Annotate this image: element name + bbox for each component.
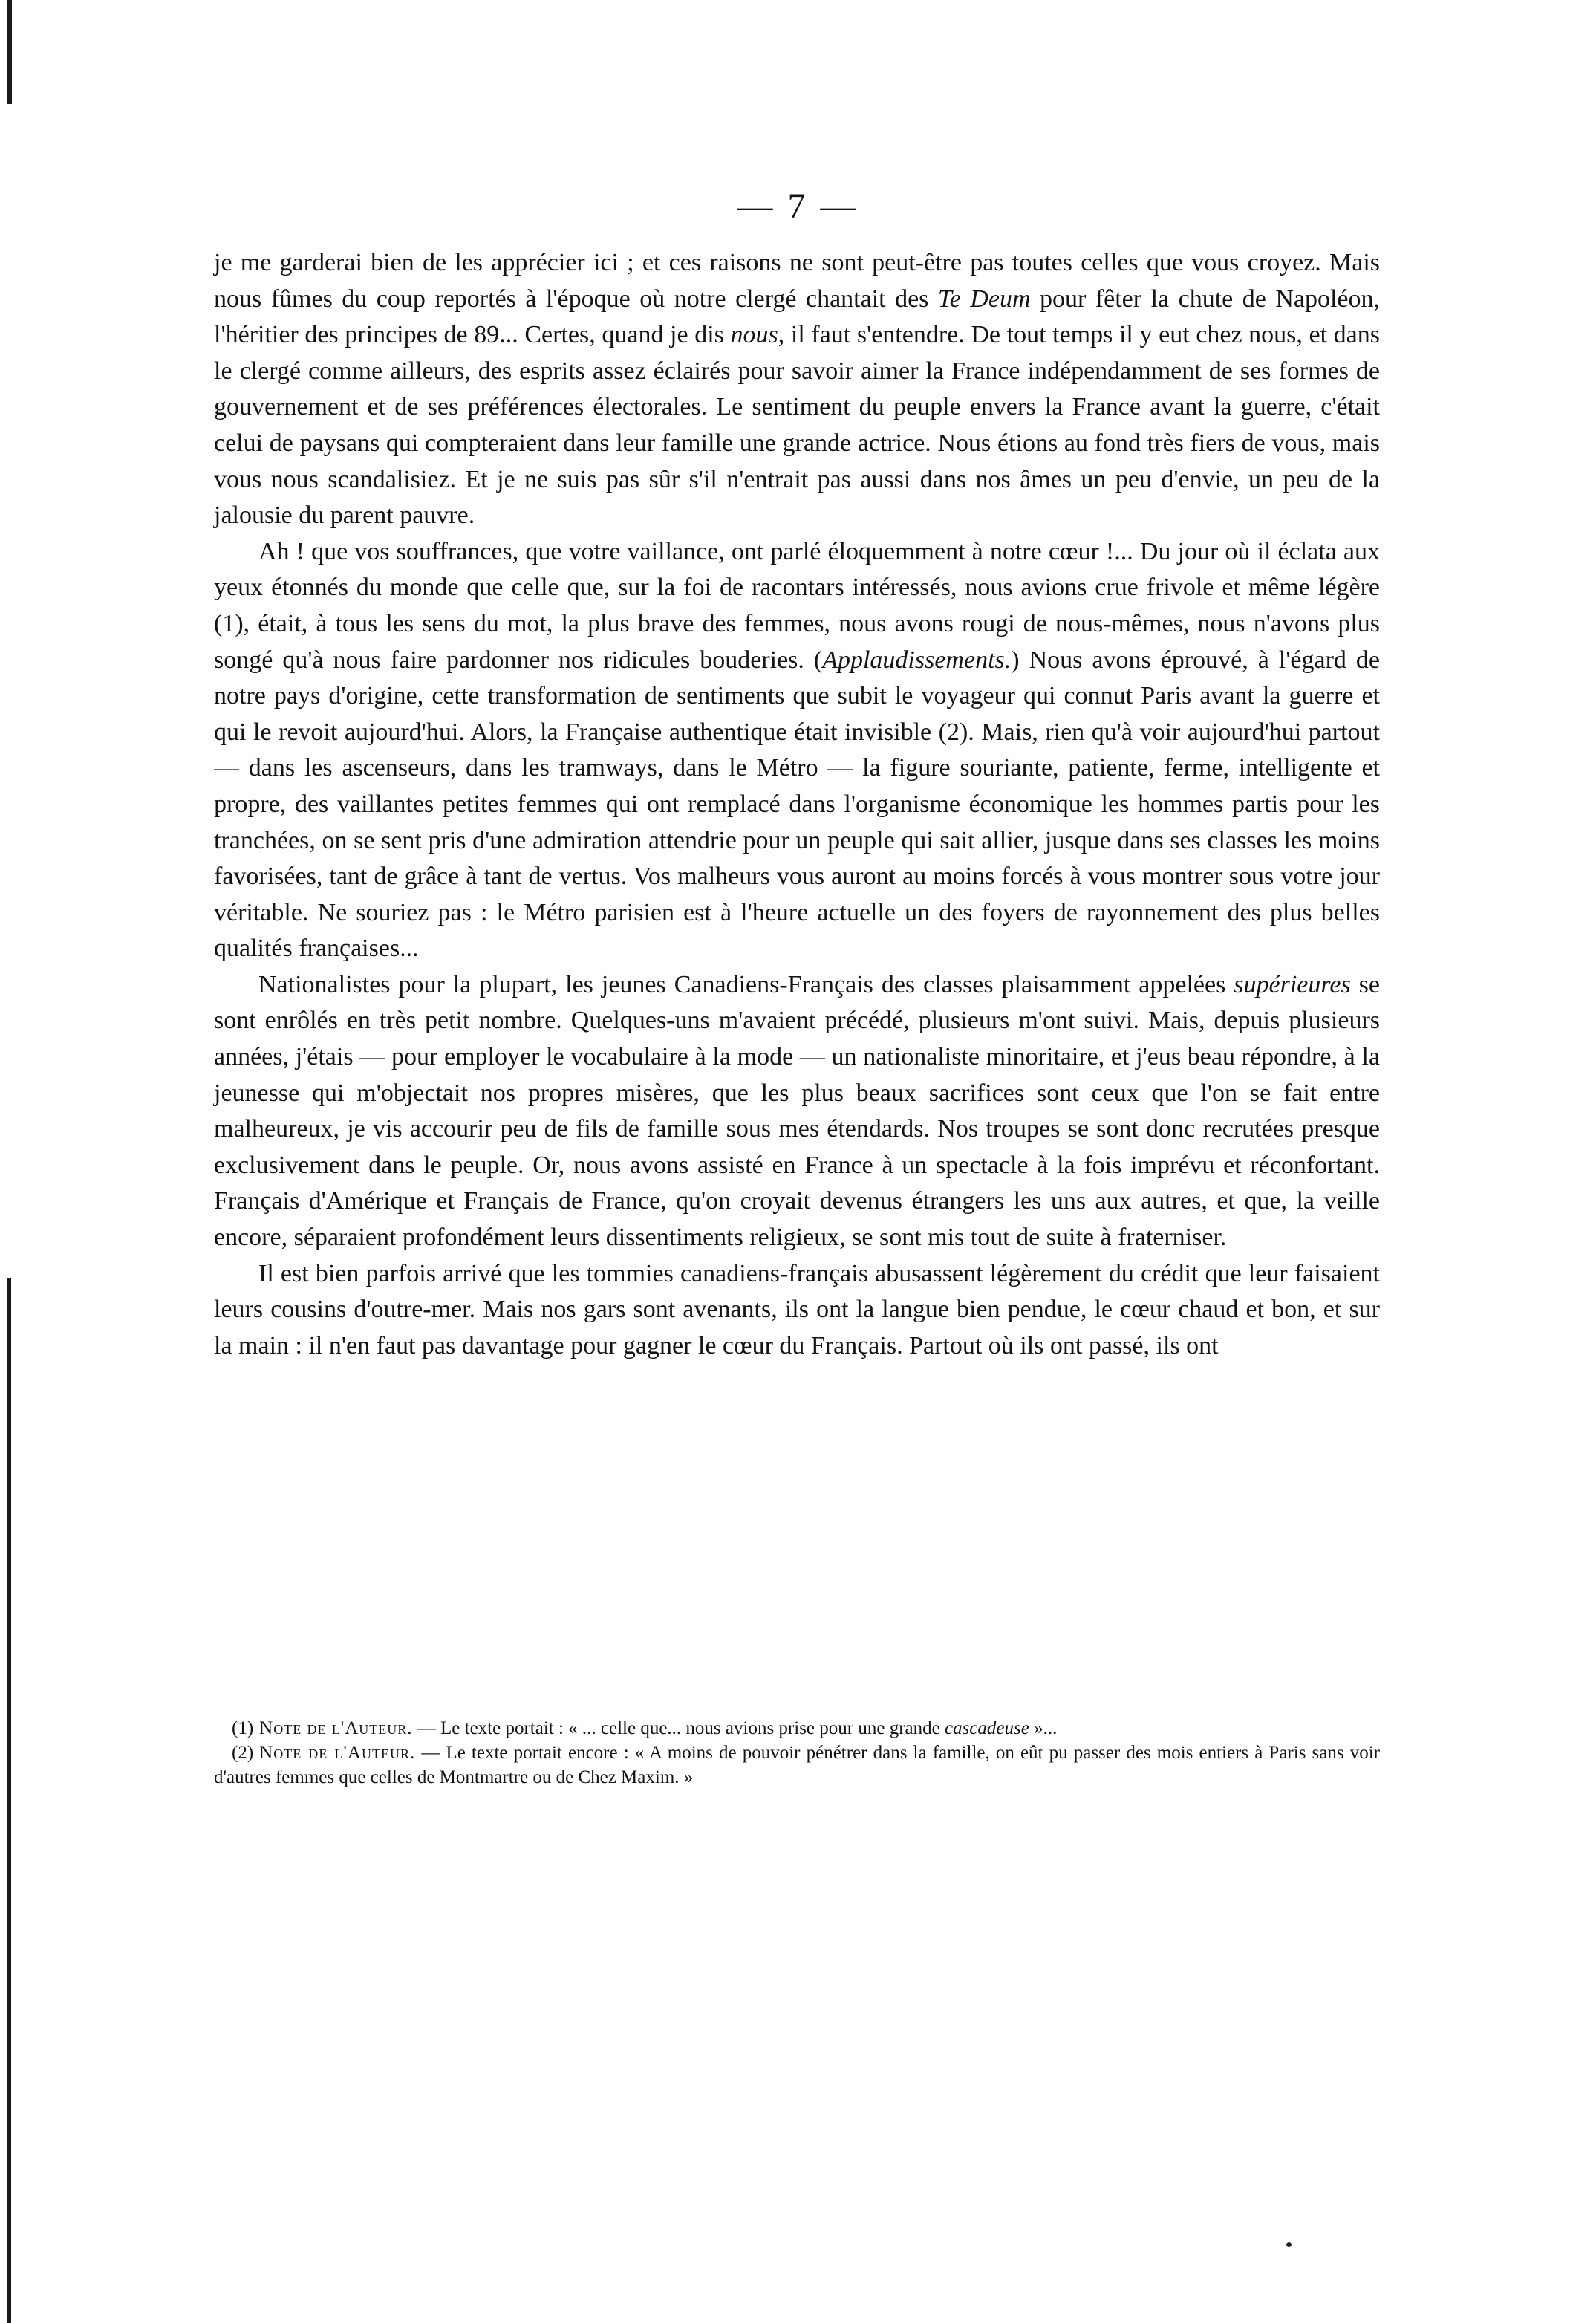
paragraph xyxy=(214,245,1380,534)
paragraph-text: Ah ! que vos souffrances, que votre vaillance, ont parlé éloquemment à notre cœur !... Du jour où il éclata aux yeux étonnés du monde que celle que, sur la foi de racontars intéressés, nous avions crue frivole et même légère (1), était, à tous les sens du mot, la plus brave des femmes, nous avons rougi de nous-mêmes, nous n'avons plus songé qu'à nous faire pardonner nos ridicules bouderies. ( xyxy=(214,537,1380,674)
paragraph-text: je me garderai bien de les apprécier ici ; et ces raisons ne sont peut-être pas toutes celles que vous croyez. Mais nous fûmes du coup reportés à l'époque où notre clergé chantait des xyxy=(214,249,1380,313)
paragraph-text: Nationalistes pour la plupart, les jeunes Canadiens-Français des classes plaisamment appelées xyxy=(258,970,1234,998)
paragraph xyxy=(214,1256,1380,1365)
scan-speck xyxy=(1286,2242,1292,2247)
footnote-marker: (1) xyxy=(232,1718,254,1738)
italic-text: Applaudissements. xyxy=(822,646,1012,674)
footnote-text: — Le texte portait encore : « A moins de pouvoir pénétrer dans la famille, on eût pu passer des mois entiers à Paris sans voir d'autres femmes que celles de Montmartre ou de Chez Maxim. » xyxy=(214,1743,1380,1787)
page-body xyxy=(214,245,1380,1364)
footnote-italic: cascadeuse xyxy=(944,1718,1029,1738)
footnotes xyxy=(214,1716,1380,1790)
paragraph xyxy=(214,534,1380,967)
italic-text: Te Deum xyxy=(937,285,1031,313)
footnote-label: Note de l'Auteur. xyxy=(259,1718,413,1738)
footnote xyxy=(214,1741,1380,1790)
footnote-label: Note de l'Auteur. xyxy=(259,1743,416,1763)
scan-edge-bottom xyxy=(7,1278,11,2323)
paragraph-text: pour fêter la chute de Napoléon, l'héritier des principes de 89... Certes, quand je dis xyxy=(214,285,1380,349)
italic-text: nous xyxy=(730,321,778,349)
paragraph-text: ) Nous avons éprouvé, à l'égard de notre pays d'origine, cette transformation de sentiments que subit le voyageur qui connut Paris avant la guerre et qui le revoit aujourd'hui. Alors, la Française authentique était invisible (2). Mais, rien qu'à voir aujourd'hui partout — dans les ascenseurs, dans les tramways, dans le Métro — la figure souriante, patiente, ferme, intelligente et propre, des vaillantes petites femmes qui ont remplacé dans l'organisme économique les hommes partis pour les tranchées, on se sent pris d'une admiration attendrie pour un peuple qui sait allier, jusque dans ses classes les moins favorisées, tant de grâce à tant de vertus. Vos malheurs vous auront au moins forcés à vous montrer sous votre jour véritable. Ne souriez pas : le Métro parisien est à l'heure actuelle un des foyers de rayonnement des plus belles qualités françaises... xyxy=(214,646,1380,963)
page-number: — 7 — xyxy=(737,186,859,226)
paragraph-text: Il est bien parfois arrivé que les tommies canadiens-français abusassent légèrement du crédit que leur faisaient leurs cousins d'outre-mer. Mais nos gars sont avenants, ils ont la langue bien pendue, le cœur chaud et bon, et sur la main : il n'en faut pas davantage pour gagner le cœur du Français. Partout où ils ont passé, ils ont xyxy=(214,1259,1380,1359)
paragraph-text: , il faut s'entendre. De tout temps il y eut chez nous, et dans le clergé comme ailleurs, des esprits assez éclairés pour savoir aimer la France indépendamment de ses formes de gouvernement et de ses préférences électorales. Le sentiment du peuple envers la France avant la guerre, c'était celui de paysans qui compteraient dans leur famille une grande actrice. Nous étions au fond très fiers de vous, mais vous nous scandalisiez. Et je ne suis pas sûr s'il n'entrait pas aussi dans nos âmes un peu d'envie, un peu de la jalousie du parent pauvre. xyxy=(214,321,1380,530)
paragraph xyxy=(214,967,1380,1256)
paragraph-text: se sont enrôlés en très petit nombre. Quelques-uns m'avaient précédé, plusieurs m'ont suivi. Mais, depuis plusieurs années, j'étais — pour employer le vocabulaire à la mode — un nationaliste minoritaire, et j'eus beau répondre, à la jeunesse qui m'objectait nos propres misères, que les plus beaux sacrifices sont ceux que l'on se fait entre malheureux, je vis accourir peu de fils de famille sous mes étendards. Nos troupes se sont donc recrutées presque exclusivement dans le peuple. Or, nous avons assisté en France à un spectacle à la fois imprévu et réconfortant. Français d'Amérique et Français de France, qu'on croyait devenus étrangers les uns aux autres, et que, la veille encore, séparaient profondément leurs dissentiments religieux, se sont mis tout de suite à fraterniser. xyxy=(214,970,1380,1252)
footnote-marker: (2) xyxy=(232,1743,254,1763)
italic-text: supérieures xyxy=(1234,970,1351,998)
footnote xyxy=(214,1716,1380,1741)
footnote-text-end: »... xyxy=(1029,1718,1058,1738)
footnote-text: — Le texte portait : « ... celle que... nous avions prise pour une grande xyxy=(412,1718,945,1738)
scan-edge-top xyxy=(7,0,12,104)
